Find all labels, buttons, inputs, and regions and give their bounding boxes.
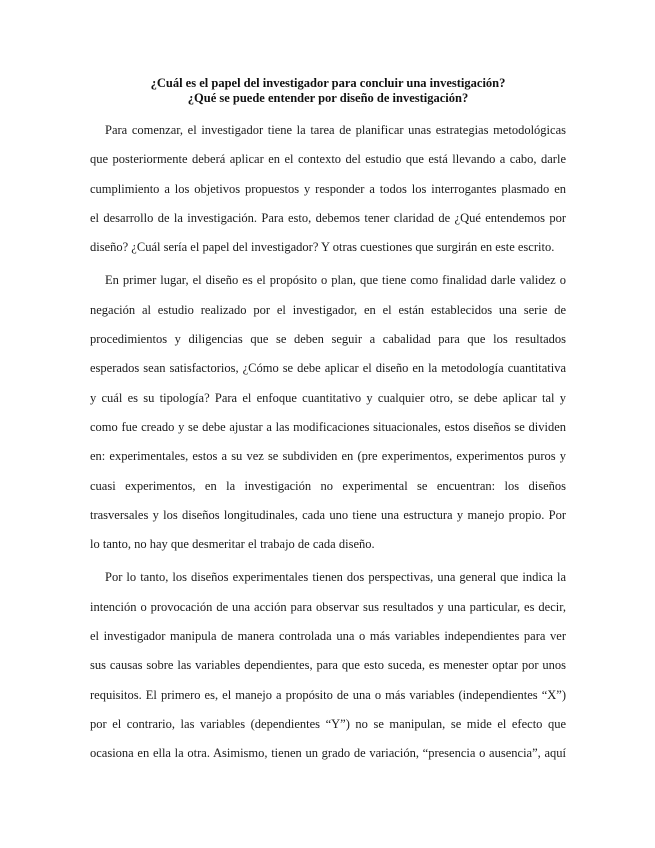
text-line: que posteriormente deberá aplicar en el contexto del estudio que está llevando a cabo, darle (90, 152, 566, 167)
text-line: trasversales y los diseños longitudinales, cada uno tiene una estructura y manejo propio. Por (90, 507, 566, 522)
text-line: requisitos. El primero es, el manejo a propósito de una o más variables (independientes “X”) (90, 687, 566, 702)
text-line: diseño? ¿Cuál sería el papel del investigador? Y otras cuestiones que surgirán en este escrito. (90, 240, 555, 255)
title-line-2: ¿Qué se puede entender por diseño de investigación? (187, 91, 469, 105)
text-line: como fue creado y se debe ajustar a las modificaciones situacionales, estos diseños se dividen (90, 419, 566, 434)
document-title (90, 76, 566, 106)
text-line: ocasiona en ella la otra. Asimismo, tienen un grado de variación, “presencia o ausencia”, aquí (90, 746, 566, 761)
text-line: cumplimiento a los objetivos propuestos y responder a todos los interrogantes plasmado en (90, 181, 566, 196)
text-line: sus causas sobre las variables dependientes, para que esto suceda, es menester optar por unos (90, 658, 566, 673)
text-line: procedimientos y diligencias que se deben seguir a cabalidad para que los resultados (90, 332, 566, 347)
text-line: en: experimentales, estos a su vez se subdividen en (pre experimentos, experimentos puros y (90, 449, 566, 464)
title-line-1: ¿Cuál es el papel del investigador para concluir una investigación? (150, 76, 506, 90)
text-line: intención o provocación de una acción para observar sus resultados y una particular, es decir, (90, 599, 566, 614)
text-line: lo tanto, no hay que desmeritar el trabajo de cada diseño. (90, 537, 375, 552)
text-line: Por lo tanto, los diseños experimentales tienen dos perspectivas, una general que indica la (105, 570, 566, 585)
paragraph-1 (90, 116, 566, 262)
text-line: negación al estudio realizado por el investigador, en el están establecidos una serie de (90, 302, 566, 317)
text-line: y cuál es su tipología? Para el enfoque cuantitativo y cualquier otro, se debe aplicar tal y (90, 390, 566, 405)
text-line: esperados sean satisfactorios, ¿Cómo se debe aplicar el diseño en la metodología cuantitativa (90, 361, 566, 376)
text-line: el desarrollo de la investigación. Para esto, debemos tener claridad de ¿Qué entendemos por (90, 210, 566, 225)
text-line: por el contrario, las variables (dependientes “Y”) no se manipulan, se mide el efecto que (90, 716, 566, 731)
paragraph-3 (90, 563, 566, 768)
document-body (90, 116, 566, 773)
text-line: el investigador manipula de manera controlada una o más variables independientes para ver (90, 629, 566, 644)
text-line: En primer lugar, el diseño es el propósito o plan, que tiene como finalidad darle validez o (105, 273, 566, 288)
text-line: cuasi experimentos, en la investigación no experimental se encuentran: los diseños (90, 478, 566, 493)
paragraph-2 (90, 266, 566, 559)
text-line: Para comenzar, el investigador tiene la tarea de planificar unas estrategias metodológicas (105, 123, 566, 137)
